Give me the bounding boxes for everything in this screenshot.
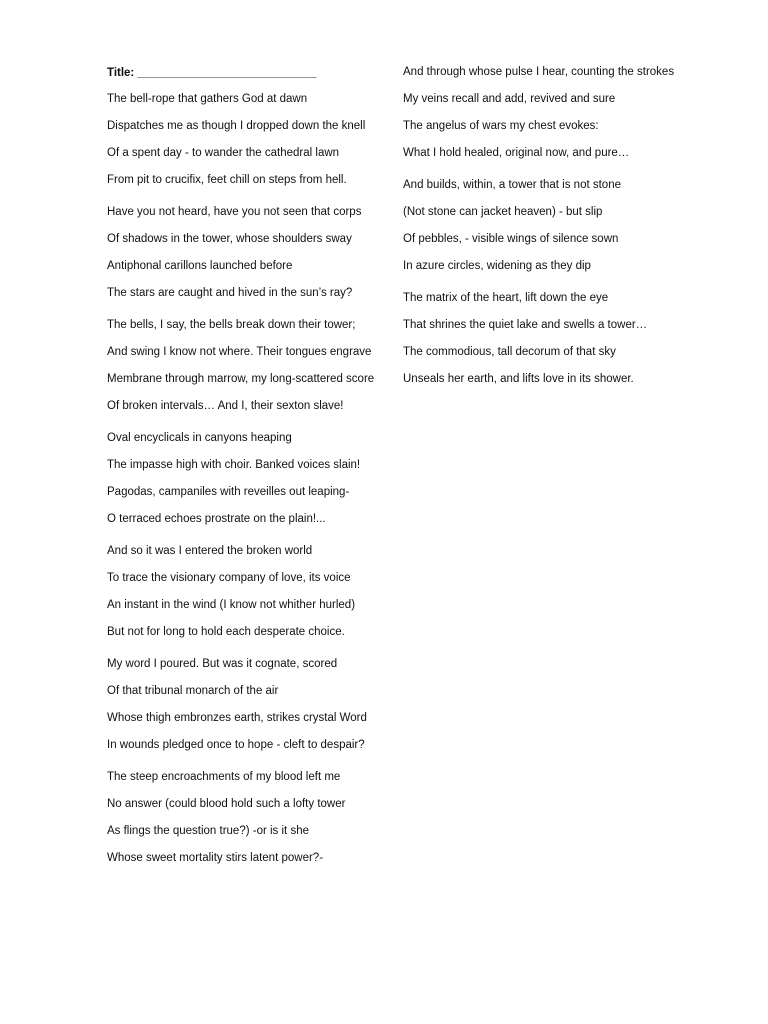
- poem-line: And so it was I entered the broken world: [107, 545, 313, 557]
- poem-line: To trace the visionary company of love, its voice: [107, 572, 351, 584]
- stanza: [107, 430, 377, 527]
- left-column: [107, 64, 377, 882]
- poem-line: Of broken intervals… And I, their sexton slave!: [107, 400, 344, 412]
- poem-line: No answer (could blood hold such a lofty tower: [107, 798, 346, 810]
- poem-line: In azure circles, widening as they dip: [403, 260, 591, 272]
- poem-line: Of a spent day - to wander the cathedral lawn: [107, 147, 340, 159]
- poem-line: Pagodas, campaniles with reveilles out leaping-: [107, 486, 350, 498]
- stanza: [107, 204, 377, 301]
- poem-line: The stars are caught and hived in the sun’s ray?: [107, 287, 353, 299]
- poem-line: Unseals her earth, and lifts love in its shower.: [403, 373, 634, 385]
- poem-line: From pit to crucifix, feet chill on steps from hell.: [107, 174, 347, 186]
- poem-line: But not for long to hold each desperate choice.: [107, 626, 345, 638]
- poem-line: My veins recall and add, revived and sure: [403, 93, 616, 105]
- poem-line: The bells, I say, the bells break down their tower;: [107, 319, 356, 331]
- poem-line: Oval encyclicals in canyons heaping: [107, 432, 292, 444]
- left-stanzas: [107, 91, 377, 866]
- right-column: [403, 64, 703, 403]
- title-label: Title:: [107, 67, 135, 79]
- stanza: [107, 91, 377, 188]
- poem-line: In wounds pledged once to hope - cleft to despair?: [107, 739, 365, 751]
- stanza: [107, 543, 377, 640]
- title-blank: ____________________________: [137, 67, 317, 79]
- poem-line: The commodious, tall decorum of that sky: [403, 346, 616, 358]
- poem-line: Whose sweet mortality stirs latent power?-: [107, 852, 324, 864]
- poem-line: As flings the question true?) -or is it she: [107, 825, 309, 837]
- poem-line: Have you not heard, have you not seen that corps: [107, 206, 362, 218]
- poem-line: An instant in the wind (I know not whither hurled): [107, 599, 356, 611]
- poem-line: My word I poured. But was it cognate, scored: [107, 658, 338, 670]
- poem-line: That shrines the quiet lake and swells a tower…: [403, 319, 648, 331]
- right-stanzas: [403, 64, 703, 387]
- poem-line: Whose thigh embronzes earth, strikes crystal Word: [107, 712, 367, 724]
- poem-line: Dispatches me as though I dropped down the knell: [107, 120, 366, 132]
- poem-line: Membrane through marrow, my long-scattered score: [107, 373, 375, 385]
- poem-line: Antiphonal carillons launched before: [107, 260, 293, 272]
- poem-line: The angelus of wars my chest evokes:: [403, 120, 599, 132]
- poem-line: (Not stone can jacket heaven) - but slip: [403, 206, 603, 218]
- poem-line: The impasse high with choir. Banked voices slain!: [107, 459, 361, 471]
- stanza: [403, 64, 703, 161]
- poem-line: Of that tribunal monarch of the air: [107, 685, 279, 697]
- poem-line: Of pebbles, - visible wings of silence sown: [403, 233, 619, 245]
- stanza: [107, 656, 377, 753]
- poem-line: And through whose pulse I hear, counting the strokes: [403, 66, 675, 78]
- poem-line: And builds, within, a tower that is not stone: [403, 179, 621, 191]
- poem-line: And swing I know not where. Their tongues engrave: [107, 346, 372, 358]
- stanza: [107, 317, 377, 414]
- stanza: [403, 177, 703, 274]
- poem-line: The steep encroachments of my blood left me: [107, 771, 341, 783]
- poem-line: The bell-rope that gathers God at dawn: [107, 93, 308, 105]
- title-line: [107, 64, 377, 83]
- poem-line: Of shadows in the tower, whose shoulders sway: [107, 233, 352, 245]
- stanza: [403, 290, 703, 387]
- poem-line: What I hold healed, original now, and pure…: [403, 147, 630, 159]
- poem-line: O terraced echoes prostrate on the plain!...: [107, 513, 326, 525]
- poem-line: The matrix of the heart, lift down the eye: [403, 292, 609, 304]
- stanza: [107, 769, 377, 866]
